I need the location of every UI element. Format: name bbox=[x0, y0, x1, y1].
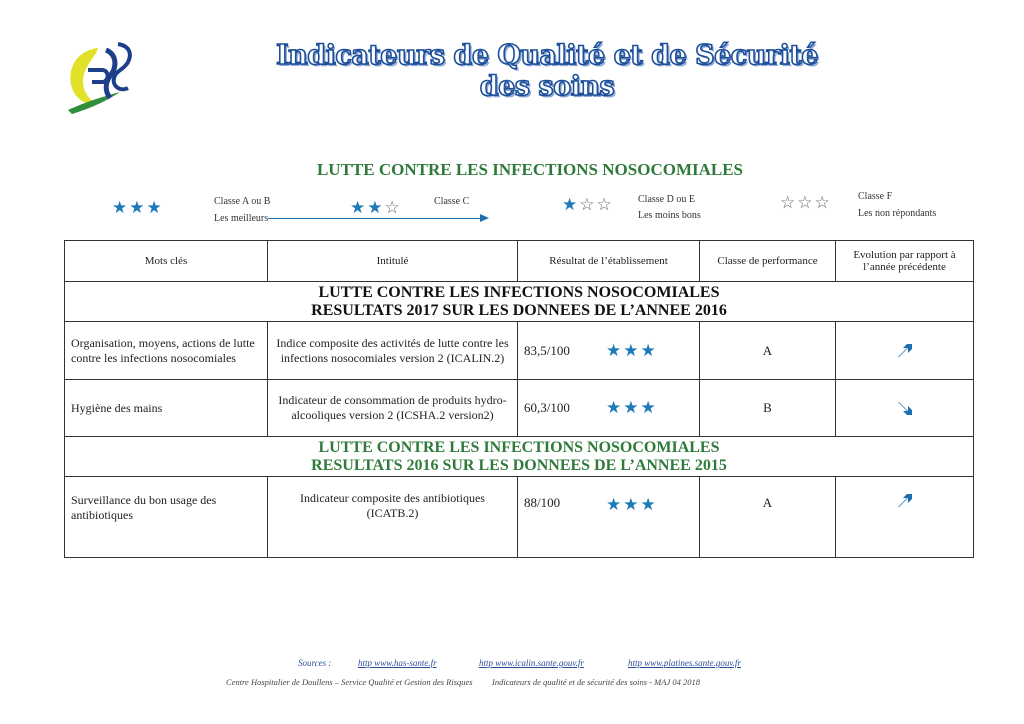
table-row bbox=[65, 380, 973, 437]
footer-left: Centre Hospitalier de Doullens – Service Qualité et Gestion des Risques bbox=[226, 677, 473, 687]
table-header-row bbox=[65, 241, 973, 282]
legend-class-de: Classe D ou E bbox=[638, 194, 695, 205]
legend-class-f: Classe F bbox=[858, 191, 893, 202]
sources-label: Sources : bbox=[298, 658, 332, 668]
row-keywords: Surveillance du bon usage des antibiotiques bbox=[65, 477, 268, 557]
legend-stars-a: ★★★ bbox=[112, 198, 164, 218]
legend-desc-f: Les non répondants bbox=[858, 208, 937, 219]
page-title: Indicateurs de Qualité et de Sécurité des soins bbox=[276, 40, 818, 102]
legend-stars-f: ☆☆☆ bbox=[780, 193, 832, 213]
legend-desc-de: Les moins bons bbox=[638, 210, 701, 221]
source-link-has[interactable]: http www.has-sante.fr bbox=[358, 658, 437, 668]
legend-class-a: Classe A ou B bbox=[214, 196, 271, 207]
row-keywords: Organisation, moyens, actions de lutte contre les infections nosocomiales bbox=[65, 322, 268, 379]
arrow-down-right-icon bbox=[895, 398, 915, 418]
footer-right: Indicateurs de qualité et de sécurité des soins - MAJ 04 2018 bbox=[492, 677, 700, 687]
arrow-up-right-icon bbox=[895, 341, 915, 361]
row-title: Indicateur de consommation de produits hydro-alcooliques version 2 (ICSHA.2 version2) bbox=[268, 380, 518, 436]
indicators-table bbox=[64, 240, 974, 558]
header-trend: Evolution par rapport à l’année précédente bbox=[853, 249, 956, 273]
row-stars: ★★★ bbox=[606, 340, 658, 361]
row-keywords: Hygiène des mains bbox=[65, 380, 268, 436]
source-link-platines[interactable]: http www.platines.sante.gouv.fr bbox=[628, 658, 741, 668]
row-result: 60,3/100 bbox=[524, 400, 570, 415]
header-title: Intitulé bbox=[268, 241, 518, 281]
row-stars: ★★★ bbox=[606, 495, 658, 515]
hospital-logo bbox=[58, 40, 140, 122]
row-title: Indicateur composite des antibiotiques (ICATB.2) bbox=[268, 477, 518, 557]
table-row bbox=[65, 477, 973, 557]
legend-class-c: Classe C bbox=[434, 196, 470, 207]
band-2016 bbox=[65, 437, 973, 477]
band-2017 bbox=[65, 282, 973, 322]
source-link-icalin[interactable]: http www.icalin.sante.gouv.fr bbox=[479, 658, 584, 668]
legend-desc-a: Les meilleurs bbox=[214, 213, 269, 224]
arrow-right-icon bbox=[480, 214, 489, 222]
band-2017-line1: LUTTE CONTRE LES INFECTIONS NOSOCOMIALES bbox=[318, 283, 720, 301]
row-class: A bbox=[700, 322, 836, 379]
header-keywords: Mots clés bbox=[65, 241, 268, 281]
band-2016-line1: LUTTE CONTRE LES INFECTIONS NOSOCOMIALES bbox=[318, 438, 720, 456]
header-result: Résultat de l’établissement bbox=[518, 241, 700, 281]
section-title: LUTTE CONTRE LES INFECTIONS NOSOCOMIALES bbox=[316, 160, 744, 179]
legend-stars-de: ★☆☆ bbox=[562, 195, 614, 215]
arrow-up-right-icon bbox=[895, 491, 915, 511]
row-class: B bbox=[700, 380, 836, 436]
row-result: 88/100 bbox=[524, 495, 561, 510]
row-stars: ★★★ bbox=[606, 398, 658, 418]
row-class: A bbox=[700, 477, 836, 557]
band-2017-line2: RESULTATS 2017 SUR LES DONNEES DE L’ANNEE 2016 bbox=[311, 301, 727, 319]
band-2016-line2: RESULTATS 2016 SUR LES DONNEES DE L’ANNEE 2015 bbox=[311, 456, 727, 474]
row-title: Indice composite des activités de lutte contre les infections nosocomiales version 2 (ICALIN.2) bbox=[268, 322, 518, 379]
legend-stars-c: ★★☆ bbox=[350, 198, 402, 218]
table-row bbox=[65, 322, 973, 380]
header-class: Classe de performance bbox=[700, 241, 836, 281]
legend-arrow-line bbox=[268, 218, 482, 219]
row-result: 83,5/100 bbox=[524, 342, 570, 358]
